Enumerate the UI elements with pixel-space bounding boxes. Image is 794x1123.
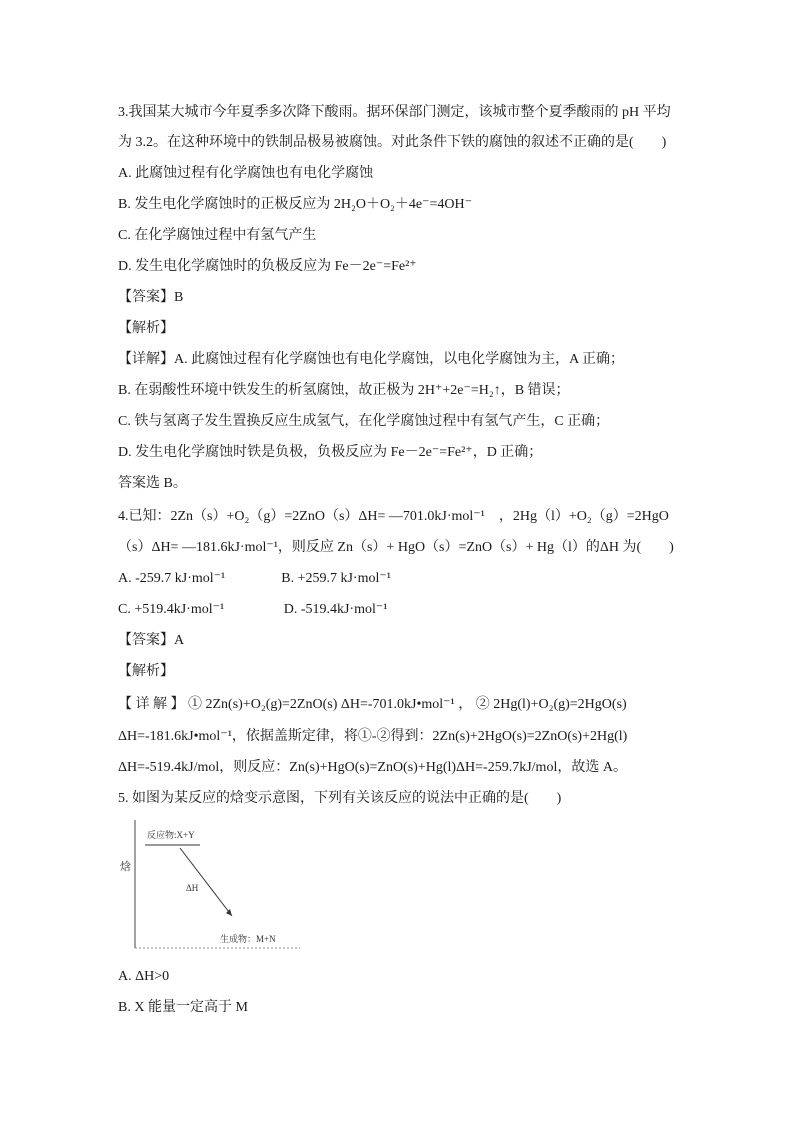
q4-options-cd: C. +519.4kJ·mol⁻¹ D. -519.4kJ·mol⁻¹ <box>118 602 388 617</box>
enthalpy-change-arrow <box>180 848 232 916</box>
delta-h-label: ΔH <box>186 883 199 893</box>
y-axis-label: 焓 <box>120 861 131 873</box>
reactant-label: 反应物:X+Y <box>147 830 195 840</box>
q3-conclusion: 答案选 B。 <box>118 476 187 491</box>
q4-detail-line-2: ΔH=-181.6kJ•mol⁻¹，依据盖斯定律，将①-②得到：2Zn(s)+2HgO(s)=2ZnO(s)+2Hg(l) <box>118 729 628 744</box>
q4-detail-line-1: 【 详 解 】 ① 2Zn(s)+O₂(g)=2ZnO(s) ΔH=-701.0kJ•mol⁻¹ ， ② 2Hg(l)+O₂(g)=2HgO(s) <box>118 697 627 712</box>
product-label: 生成物：M+N <box>220 934 276 944</box>
q3-detail-b: B. 在弱酸性环境中铁发生的析氢腐蚀，故正极为 2H⁺+2e⁻=H₂↑，B 错误； <box>118 383 570 398</box>
q3-stem-line-1: 3.我国某大城市今年夏季多次降下酸雨。据环保部门测定，该城市整个夏季酸雨的 pH 平均 <box>118 105 671 120</box>
q5-option-b: B. X 能量一定高于 M <box>118 1000 248 1015</box>
enthalpy-diagram <box>120 818 305 953</box>
q5-option-a: A. ΔH>0 <box>118 969 170 984</box>
q4-stem-line-2: （s）ΔH= —181.6kJ·mol⁻¹，则反应 Zn（s）+ HgO（s）=ZnO（s）+ Hg（l）的ΔH 为( ) <box>118 540 674 555</box>
q4-answer: 【答案】A <box>118 633 185 648</box>
q3-answer: 【答案】B <box>118 290 184 305</box>
q3-detail-a: 【详解】A. 此腐蚀过程有化学腐蚀也有电化学腐蚀，以电化学腐蚀为主，A 正确； <box>118 352 624 367</box>
q3-analysis-heading: 【解析】 <box>118 321 174 336</box>
q3-detail-d: D. 发生电化学腐蚀时铁是负极，负极反应为 Fe－2e⁻=Fe²⁺，D 正确； <box>118 445 543 460</box>
q4-analysis-heading: 【解析】 <box>118 664 174 679</box>
q3-option-a: A. 此腐蚀过程有化学腐蚀也有电化学腐蚀 <box>118 166 374 181</box>
q3-option-d: D. 发生电化学腐蚀时的负极反应为 Fe－2e⁻=Fe²⁺ <box>118 259 417 274</box>
q3-stem-line-2: 为 3.2。在这种环境中的铁制品极易被腐蚀。对此条件下铁的腐蚀的叙述不正确的是( ) <box>118 135 667 150</box>
q4-options-ab: A. -259.7 kJ·mol⁻¹ B. +259.7 kJ·mol⁻¹ <box>118 571 391 586</box>
q3-option-b: B. 发生电化学腐蚀时的正极反应为 2H₂O＋O₂＋4e⁻=4OH⁻ <box>118 197 473 212</box>
q3-detail-c: C. 铁与氢离子发生置换反应生成氢气，在化学腐蚀过程中有氢气产生，C 正确； <box>118 414 610 429</box>
q4-stem-line-1: 4.已知：2Zn（s）+O₂（g）=2ZnO（s）ΔH= —701.0kJ·mol⁻¹ ，2Hg（l）+O₂（g）=2HgO <box>118 509 669 524</box>
q5-stem: 5. 如图为某反应的焓变示意图，下列有关该反应的说法中正确的是( ) <box>118 791 562 806</box>
q3-option-c: C. 在化学腐蚀过程中有氢气产生 <box>118 228 317 243</box>
q4-detail-line-3: ΔH=-519.4kJ/mol，则反应：Zn(s)+HgO(s)=ZnO(s)+Hg(l)ΔH=-259.7kJ/mol，故选 A。 <box>118 760 627 775</box>
